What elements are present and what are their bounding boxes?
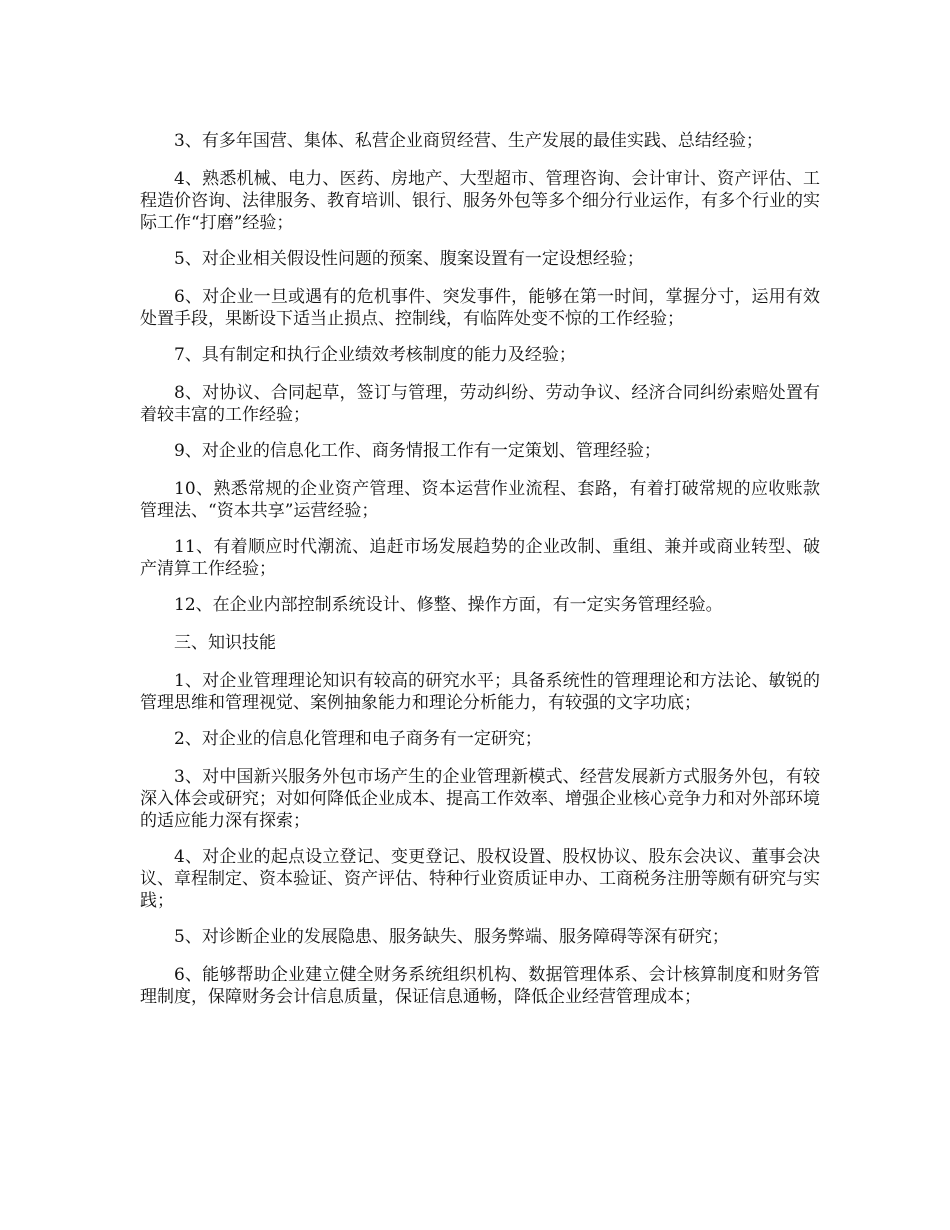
document-body <box>140 130 820 1022</box>
paragraph-experience-8: 8、对协议、合同起草，签订与管理，劳动纠纷、劳动争议、经济合同纠纷索赔处置有着较丰富的工作经验； <box>140 383 820 425</box>
paragraph-experience-6: 6、对企业一旦或遇有的危机事件、突发事件，能够在第一时间，掌握分寸，运用有效处置手段，果断设下适当止损点、控制线，有临阵处变不惊的工作经验； <box>140 287 820 329</box>
paragraph-experience-11: 11、有着顺应时代潮流、追赶市场发展趋势的企业改制、重组、兼并或商业转型、破产清算工作经验； <box>140 537 820 579</box>
paragraph-knowledge-5: 5、对诊断企业的发展隐患、服务缺失、服务弊端、服务障碍等深有研究； <box>174 927 729 947</box>
paragraph-knowledge-3: 3、对中国新兴服务外包市场产生的企业管理新模式、经营发展新方式服务外包，有较深入体会或研究；对如何降低企业成本、提高工作效率、增强企业核心竞争力和对外部环境的适应能力深有探索； <box>140 767 820 831</box>
paragraph-experience-7: 7、具有制定和执行企业绩效考核制度的能力及经验； <box>174 345 576 365</box>
paragraph-experience-12: 12、在企业内部控制系统设计、修整、操作方面，有一定实务管理经验。 <box>174 595 723 615</box>
paragraph-experience-10: 10、熟悉常规的企业资产管理、资本运营作业流程、套路，有着打破常规的应收账款管理法、“资本共享”运营经验； <box>140 479 820 521</box>
paragraph-experience-9: 9、对企业的信息化工作、商务情报工作有一定策划、管理经验； <box>174 441 661 461</box>
paragraph-knowledge-2: 2、对企业的信息化管理和电子商务有一定研究； <box>174 729 542 749</box>
paragraph-experience-5: 5、对企业相关假设性问题的预案、腹案设置有一定设想经验； <box>174 249 644 269</box>
paragraph-knowledge-4: 4、对企业的起点设立登记、变更登记、股权设置、股权协议、股东会决议、董事会决议、章程制定、资本验证、资产评估、特种行业资质证申办、工商税务注册等颇有研究与实践； <box>140 847 820 911</box>
paragraph-knowledge-1: 1、对企业管理理论知识有较高的研究水平；具备系统性的管理理论和方法论、敏锐的管理思维和管理视觉、案例抽象能力和理论分析能力，有较强的文字功底； <box>140 671 820 713</box>
paragraph-experience-4: 4、熟悉机械、电力、医药、房地产、大型超市、管理咨询、会计审计、资产评估、工程造价咨询、法律服务、教育培训、银行、服务外包等多个细分行业运作，有多个行业的实际工作“打磨”经验； <box>140 169 820 233</box>
paragraph-experience-3: 3、有多年国营、集体、私营企业商贸经营、生产发展的最佳实践、总结经验； <box>174 131 763 151</box>
section-heading-knowledge-skills: 三、知识技能 <box>174 633 276 653</box>
paragraph-knowledge-6: 6、能够帮助企业建立健全财务系统组织机构、数据管理体系、会计核算制度和财务管理制度，保障财务会计信息质量，保证信息通畅，降低企业经营管理成本； <box>140 965 820 1007</box>
